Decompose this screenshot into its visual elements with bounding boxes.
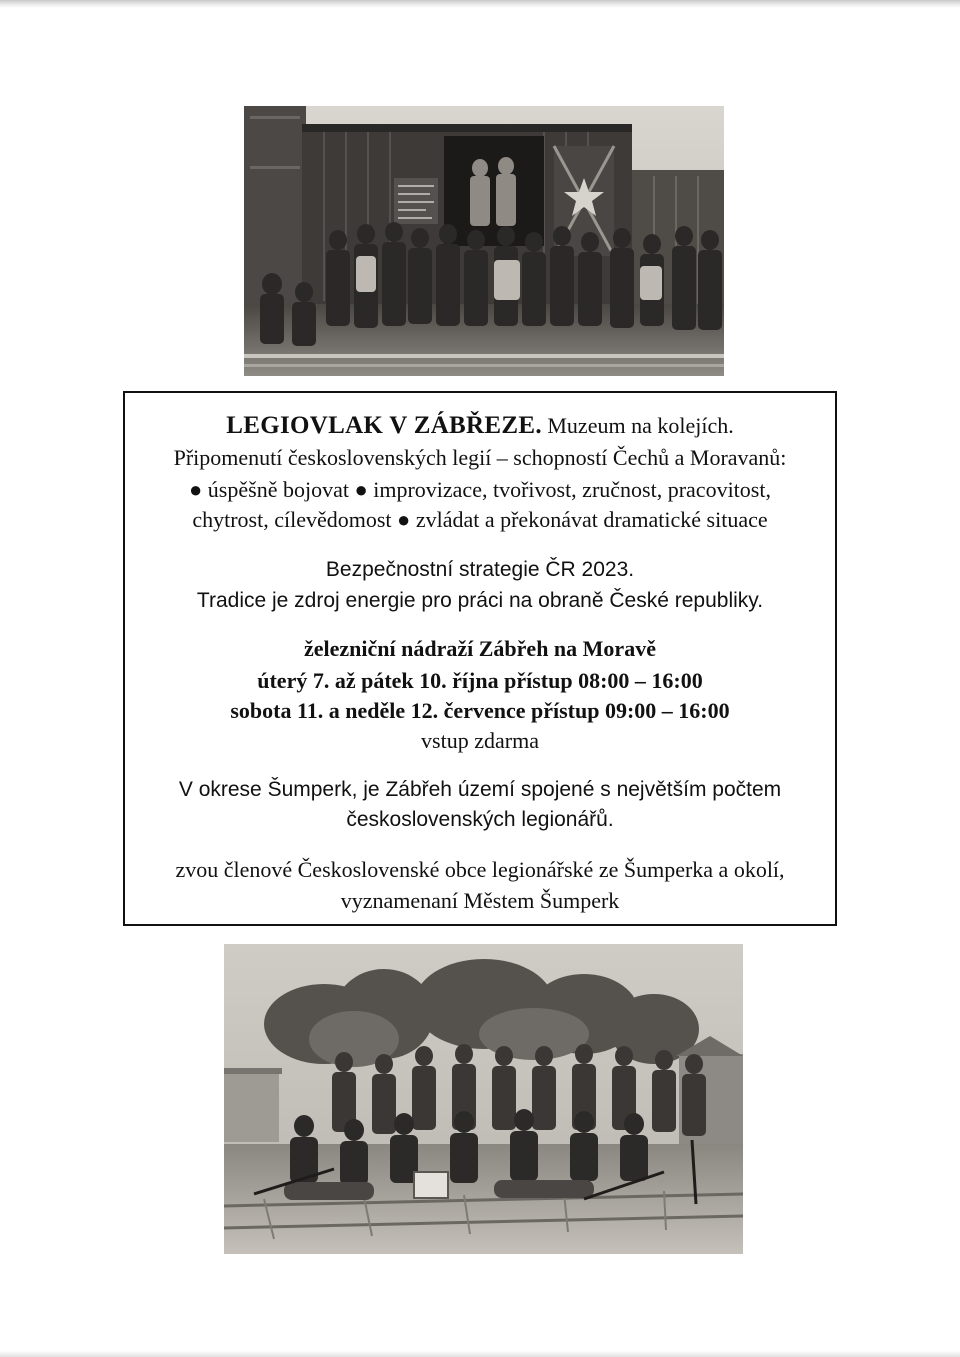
scan-edge-top: [0, 0, 960, 8]
info-box: [123, 391, 837, 926]
event-admission: vstup zdarma: [421, 728, 539, 753]
strategy-text: Tradice je zdroj energie pro práci na obraně České republiky.: [196, 589, 764, 612]
strategy-title: Bezpečnostní strategie ČR 2023.: [325, 558, 635, 581]
invitation-line: zvou členové Československé obce legionářské ze Šumperka a okolí,: [175, 857, 785, 882]
headline-subtitle: Muzeum na kolejích.: [547, 413, 734, 438]
invitation-line: vyznamenaní Městem Šumperk: [340, 888, 620, 913]
event-location: železniční nádraží Zábřeh na Moravě: [304, 636, 656, 661]
event-schedule-weekdays: úterý 7. až pátek 10. října přístup 08:00 – 16:00: [257, 668, 703, 693]
region-note-line: československých legionářů.: [346, 808, 614, 831]
photo-legion-train-image: [244, 106, 724, 376]
event-schedule-weekend: sobota 11. a neděle 12. července přístup 09:00 – 16:00: [230, 698, 730, 723]
intro-line: chytrost, cílevědomost ● zvládat a překonávat dramatické situace: [192, 507, 768, 532]
scan-edge-bottom: [0, 1351, 960, 1357]
photo-legion-group: [224, 944, 743, 1254]
intro-line: Připomenutí československých legií – schopností Čechů a Moravanů:: [173, 445, 787, 470]
headline: [125, 413, 835, 439]
headline-title: LEGIOVLAK V ZÁBŘEZE.: [226, 412, 542, 439]
photo-legion-group-image: [224, 944, 743, 1254]
intro-line: ● úspěšně bojovat ● improvizace, tvořivost, zručnost, pracovitost,: [189, 477, 771, 502]
photo-legion-train: [244, 106, 724, 376]
region-note-line: V okrese Šumperk, je Zábřeh území spojené s největším počtem: [178, 778, 782, 801]
